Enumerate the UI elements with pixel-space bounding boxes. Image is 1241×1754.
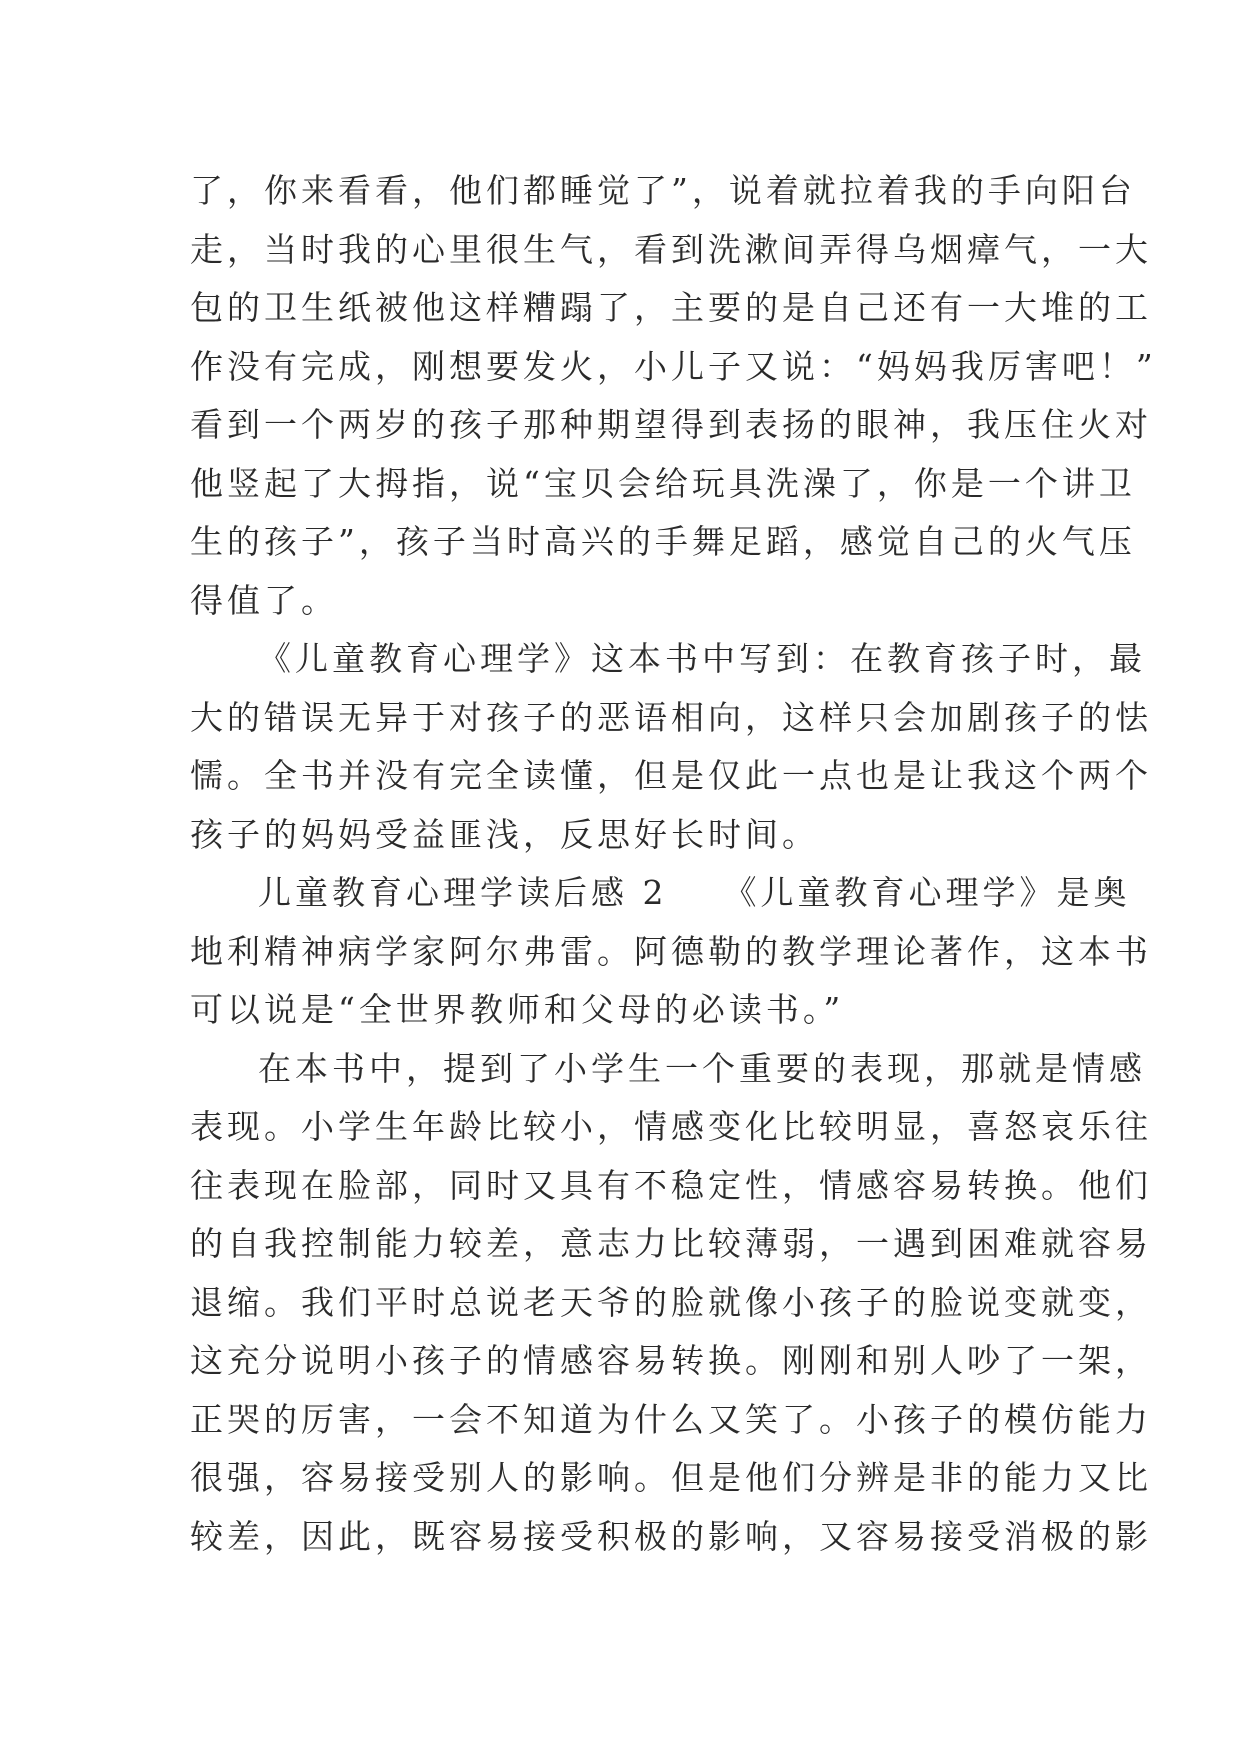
text-line: 了，你来看看，他们都睡觉了”，说着就拉着我的手向阳台 — [190, 171, 1136, 210]
text-line: 这充分说明小孩子的情感容易转换。刚刚和别人吵了一架， — [190, 1341, 1152, 1380]
text-line: 表现。小学生年龄比较小，情感变化比较明显，喜怒哀乐往 — [190, 1107, 1152, 1146]
text-run: 《儿童教育心理学》是奥 — [723, 873, 1131, 912]
text-line: 退缩。我们平时总说老天爷的脸就像小孩子的脸说变就变， — [190, 1282, 1152, 1322]
text-line: 地利精神病学家阿尔弗雷。阿德勒的教学理论著作，这本书 — [190, 931, 1152, 971]
body-text — [190, 162, 1157, 1566]
text-line: 正哭的厉害，一会不知道为什么又笑了。小孩子的模仿能力 — [190, 1399, 1152, 1439]
text-line: 很强，容易接受别人的影响。但是他们分辨是非的能力又比 — [190, 1458, 1152, 1497]
text-line: 较差，因此，既容易接受积极的影响，又容易接受消极的影 — [190, 1516, 1152, 1556]
text-line: 的自我控制能力较差，意志力比较薄弱，一遇到困难就容易 — [190, 1224, 1152, 1263]
text-line: 看到一个两岁的孩子那种期望得到表扬的眼神，我压住火对 — [190, 405, 1152, 444]
text-line: 孩子的妈妈受益匪浅，反思好长时间。 — [190, 814, 819, 854]
section-heading: 儿童教育心理学读后感 2 — [258, 873, 668, 912]
text-line: 得值了。 — [190, 580, 338, 620]
text-line: 大的错误无异于对孩子的恶语相向，这样只会加剧孩子的怯 — [190, 697, 1152, 737]
paragraph-first-line — [190, 1040, 1146, 1099]
text-run: 《儿童教育心理学》这本书中写到：在教育孩子时，最 — [258, 639, 1146, 678]
text-line: 往表现在脸部，同时又具有不稳定性，情感容易转换。他们 — [190, 1165, 1152, 1205]
paragraph-first-line — [190, 630, 1146, 689]
text-line: 他竖起了大拇指，说“宝贝会给玩具洗澡了，你是一个讲卫 — [190, 463, 1136, 503]
text-line: 生的孩子”，孩子当时高兴的手舞足蹈，感觉自己的火气压 — [190, 522, 1136, 561]
section-heading-line — [190, 864, 1131, 923]
text-run: 在本书中，提到了小学生一个重要的表现，那就是情感 — [258, 1048, 1146, 1088]
text-line: 包的卫生纸被他这样糟蹋了，主要的是自己还有一大堆的工 — [190, 288, 1152, 327]
text-line: 走，当时我的心里很生气，看到洗漱间弄得乌烟瘴气，一大 — [190, 229, 1152, 269]
text-line: 作没有完成，刚想要发火，小儿子又说：“妈妈我厉害吧！” — [190, 346, 1157, 386]
text-line: 可以说是“全世界教师和父母的必读书。” — [190, 990, 845, 1029]
text-line: 懦。全书并没有完全读懂，但是仅此一点也是让我这个两个 — [190, 756, 1152, 795]
